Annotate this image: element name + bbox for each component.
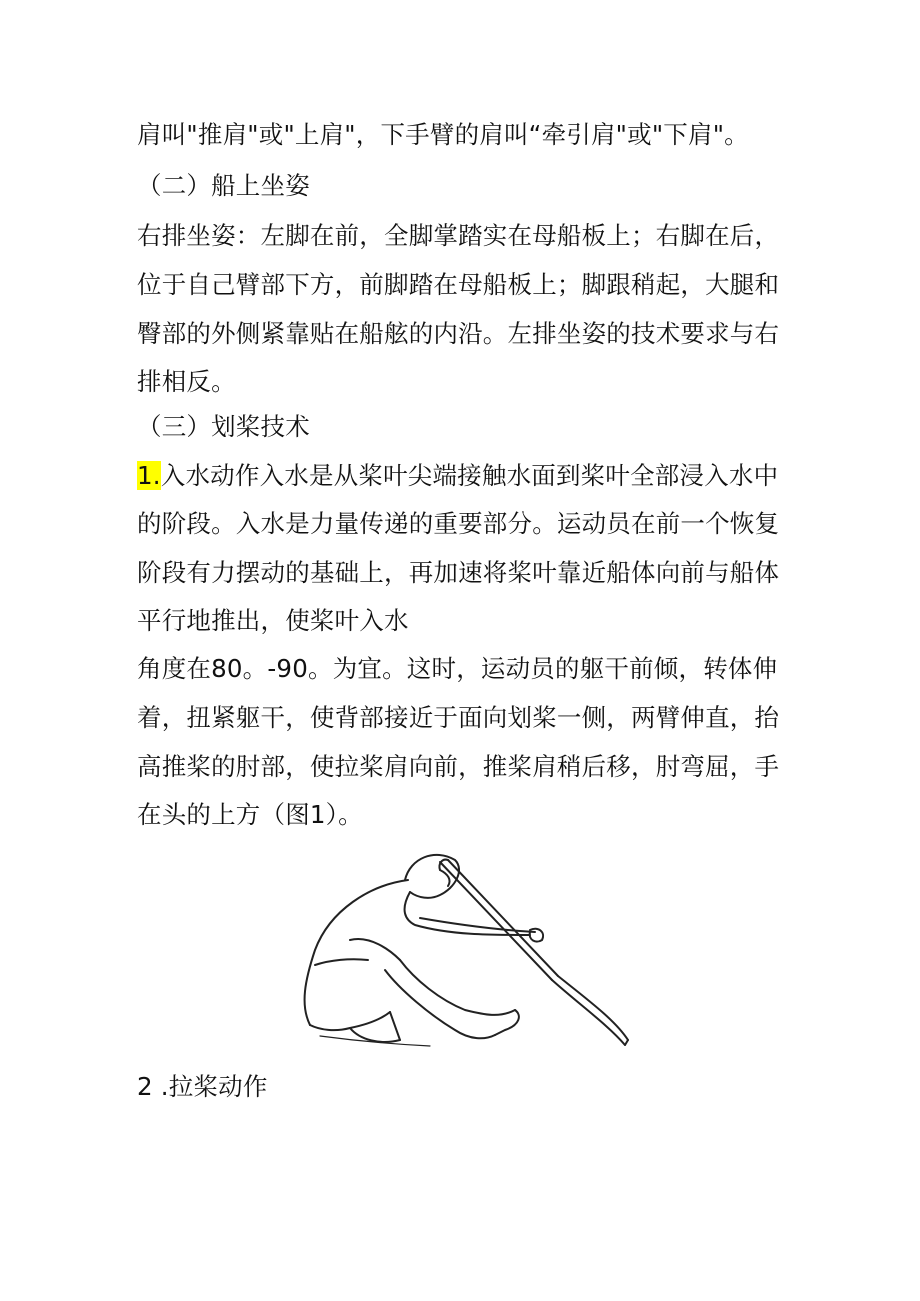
text-line-3: 右排坐姿：左脚在前，全脚掌踏实在母船板上；右脚在后，: [137, 221, 780, 250]
text-line-5: 臀部的外侧紧靠贴在船舷的内沿。左排坐姿的技术要求与右: [137, 319, 780, 348]
heading-sitting-posture: （二）船上坐姿: [137, 171, 310, 200]
text-line-14: 高推桨的肘部，使拉桨肩向前，推桨肩稍后移，肘弯屈，手: [137, 752, 780, 781]
text-line-12: 角度在80。-90。为宜。这时，运动员的躯干前倾，转体伸: [137, 654, 778, 683]
text-line-6: 排相反。: [137, 367, 236, 396]
text-line-1: 肩叫"推肩"或"上肩"，下手臂的肩叫“牵引肩"或"下肩"。: [137, 120, 749, 149]
heading-paddling-technique: （三）划桨技术: [137, 412, 310, 441]
text-line-13: 着，扭紧躯干，使背部接近于面向划桨一侧，两臂伸直，抬: [137, 703, 780, 732]
text-line-9: 的阶段。入水是力量传递的重要部分。运动员在前一个恢复: [137, 509, 780, 538]
text-line-10: 阶段有力摆动的基础上，再加速将桨叶靠近船体向前与船体: [137, 558, 780, 587]
heading-pull-action: 2 .拉桨动作: [137, 1072, 268, 1101]
entry-action-text: 入水动作入水是从桨叶尖端接触水面到桨叶全部浸入水中: [160, 461, 779, 490]
text-line-4: 位于自己臂部下方，前脚踏在母船板上；脚跟稍起，大腿和: [137, 270, 780, 299]
paddler-illustration: [290, 840, 635, 1055]
section-number-highlight: 1.: [137, 461, 161, 490]
text-line-15: 在头的上方（图1）。: [137, 800, 363, 829]
text-line-11: 平行地推出，使桨叶入水: [137, 606, 409, 635]
text-line-8: [137, 459, 778, 493]
